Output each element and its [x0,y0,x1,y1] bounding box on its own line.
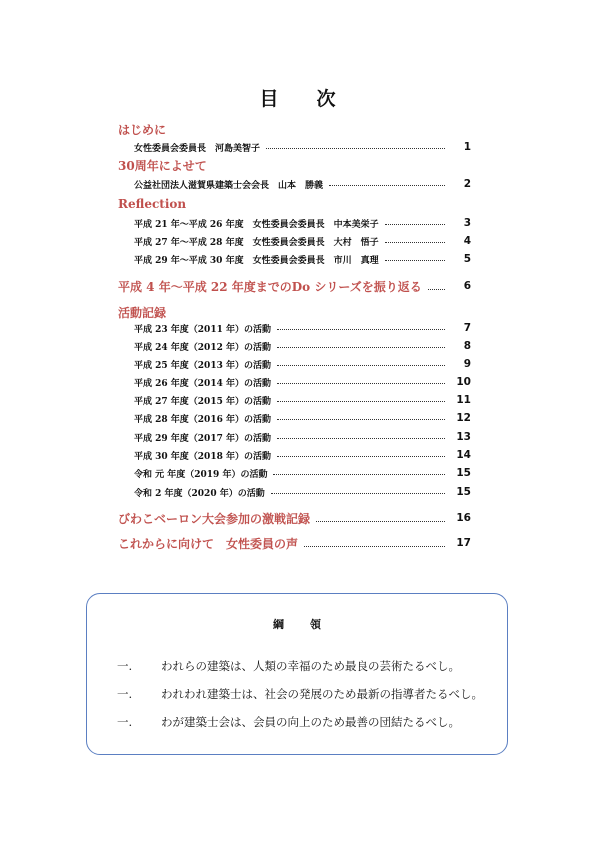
toc-section-title: 活動記録 [118,306,167,320]
toc-entry-label: 平成 25 年度（2013 年）の活動 [134,361,271,371]
toc-page-number: 9 [463,358,471,370]
toc-row [0,320,595,336]
toc-entry-label: 公益社団法人滋賀県建築士会会長 山本 勝義 [134,181,324,191]
toc-page-number: 5 [463,253,471,265]
principle-mark: 一. [117,715,133,729]
toc-entry-label: 平成 29 年～平成 30 年度 女性委員会委員長 市川 真理 [134,256,379,266]
toc-leader-dots [277,419,445,420]
title-char-1: 目 [259,88,279,110]
toc-page-number: 6 [463,280,471,292]
toc-row [0,535,595,551]
toc-page-number: 17 [456,537,471,549]
toc-row [0,139,595,155]
toc-row [0,510,595,526]
toc-leader-dots [273,474,445,475]
toc-row [0,447,595,463]
toc-leader-dots [385,260,445,261]
toc-leader-dots [277,329,445,330]
toc-row [0,392,595,408]
toc-row [0,304,595,320]
toc-entry-label: 平成 26 年度（2014 年）の活動 [134,379,271,389]
toc-leader-dots [277,383,445,384]
toc-leader-dots [271,493,445,494]
principle-item [117,658,460,674]
toc-entry-label: 令和 元 年度（2019 年）の活動 [134,470,268,480]
toc-leader-dots [329,185,445,186]
toc-page-number: 10 [456,376,471,388]
toc-page-number: 1 [463,141,471,153]
principle-item [117,686,483,702]
principle-item [117,714,460,730]
principle-text: われらの建築は、人類の幸福のため最良の芸術たるべし。 [161,659,460,673]
toc-row [0,197,595,213]
toc-page-number: 15 [456,467,471,479]
toc-leader-dots [277,347,445,348]
toc-page-number: 4 [463,235,471,247]
toc-row [0,251,595,267]
toc-page-number: 3 [463,217,471,229]
toc-entry-label: 平成 27 年度（2015 年）の活動 [134,397,271,407]
toc-entry-label: 女性委員会委員長 河島美智子 [134,144,261,154]
toc-entry-label: 平成 29 年度（2017 年）の活動 [134,434,271,444]
principles-box [86,593,508,755]
toc-row [0,338,595,354]
toc-section-title: 平成 4 年～平成 22 年度までのDo シリーズを振り返る [118,280,422,294]
toc-leader-dots [277,456,445,457]
toc-row [0,278,595,294]
toc-entry-label: 平成 23 年度（2011 年）の活動 [134,325,271,335]
toc-page-number: 8 [463,340,471,352]
toc-entry-label: 平成 27 年～平成 28 年度 女性委員会委員長 大村 悟子 [134,238,379,248]
title-char-2: 次 [316,88,336,110]
toc-section-title: びわこベーロン大会参加の激戦記録 [118,512,311,526]
principles-title [87,616,507,632]
toc-row [0,484,595,500]
toc-leader-dots [277,365,445,366]
toc-entry-label: 平成 21 年～平成 26 年度 女性委員会委員長 中本美栄子 [134,220,379,230]
toc-row [0,215,595,231]
toc-row [0,233,595,249]
toc-page-number: 11 [456,394,471,406]
toc-leader-dots [316,521,445,522]
toc-page-number: 12 [456,412,471,424]
toc-row [0,429,595,445]
toc-section-title: 30周年によせて [118,159,207,173]
toc-leader-dots [266,148,445,149]
toc-page-number: 2 [463,178,471,190]
principle-mark: 一. [117,659,133,673]
toc-row [0,465,595,481]
toc-leader-dots [277,438,445,439]
toc-page-number: 15 [456,486,471,498]
toc-row [0,176,595,192]
toc-row [0,157,595,173]
toc-page-number: 7 [463,322,471,334]
toc-leader-dots [277,401,445,402]
toc-page-number: 13 [456,431,471,443]
toc-row [0,410,595,426]
principle-text: われわれ建築士は、社会の発展のため最新の指導者たるべし。 [161,687,483,701]
toc-page-number: 14 [456,449,471,461]
toc-entry-label: 平成 24 年度（2012 年）の活動 [134,343,271,353]
toc-leader-dots [428,289,445,290]
toc-section-title: これからに向けて 女性委員の声 [118,537,299,551]
toc-section-title: はじめに [118,123,167,137]
principle-text: わが建築士会は、会員の向上のため最善の団結たるべし。 [161,715,460,729]
toc-leader-dots [385,242,445,243]
principles-title-char-2: 領 [310,618,321,631]
toc-entry-label: 平成 28 年度（2016 年）の活動 [134,415,271,425]
toc-row [0,121,595,137]
toc-page-number: 16 [456,512,471,524]
principles-title-char-1: 綱 [273,618,284,631]
toc-row [0,374,595,390]
toc-row [0,356,595,372]
toc-section-title: Reflection [118,197,187,211]
toc-leader-dots [304,546,445,547]
toc-entry-label: 令和 2 年度（2020 年）の活動 [134,489,265,499]
principle-mark: 一. [117,687,133,701]
toc-entry-label: 平成 30 年度（2018 年）の活動 [134,452,271,462]
toc-leader-dots [385,224,445,225]
